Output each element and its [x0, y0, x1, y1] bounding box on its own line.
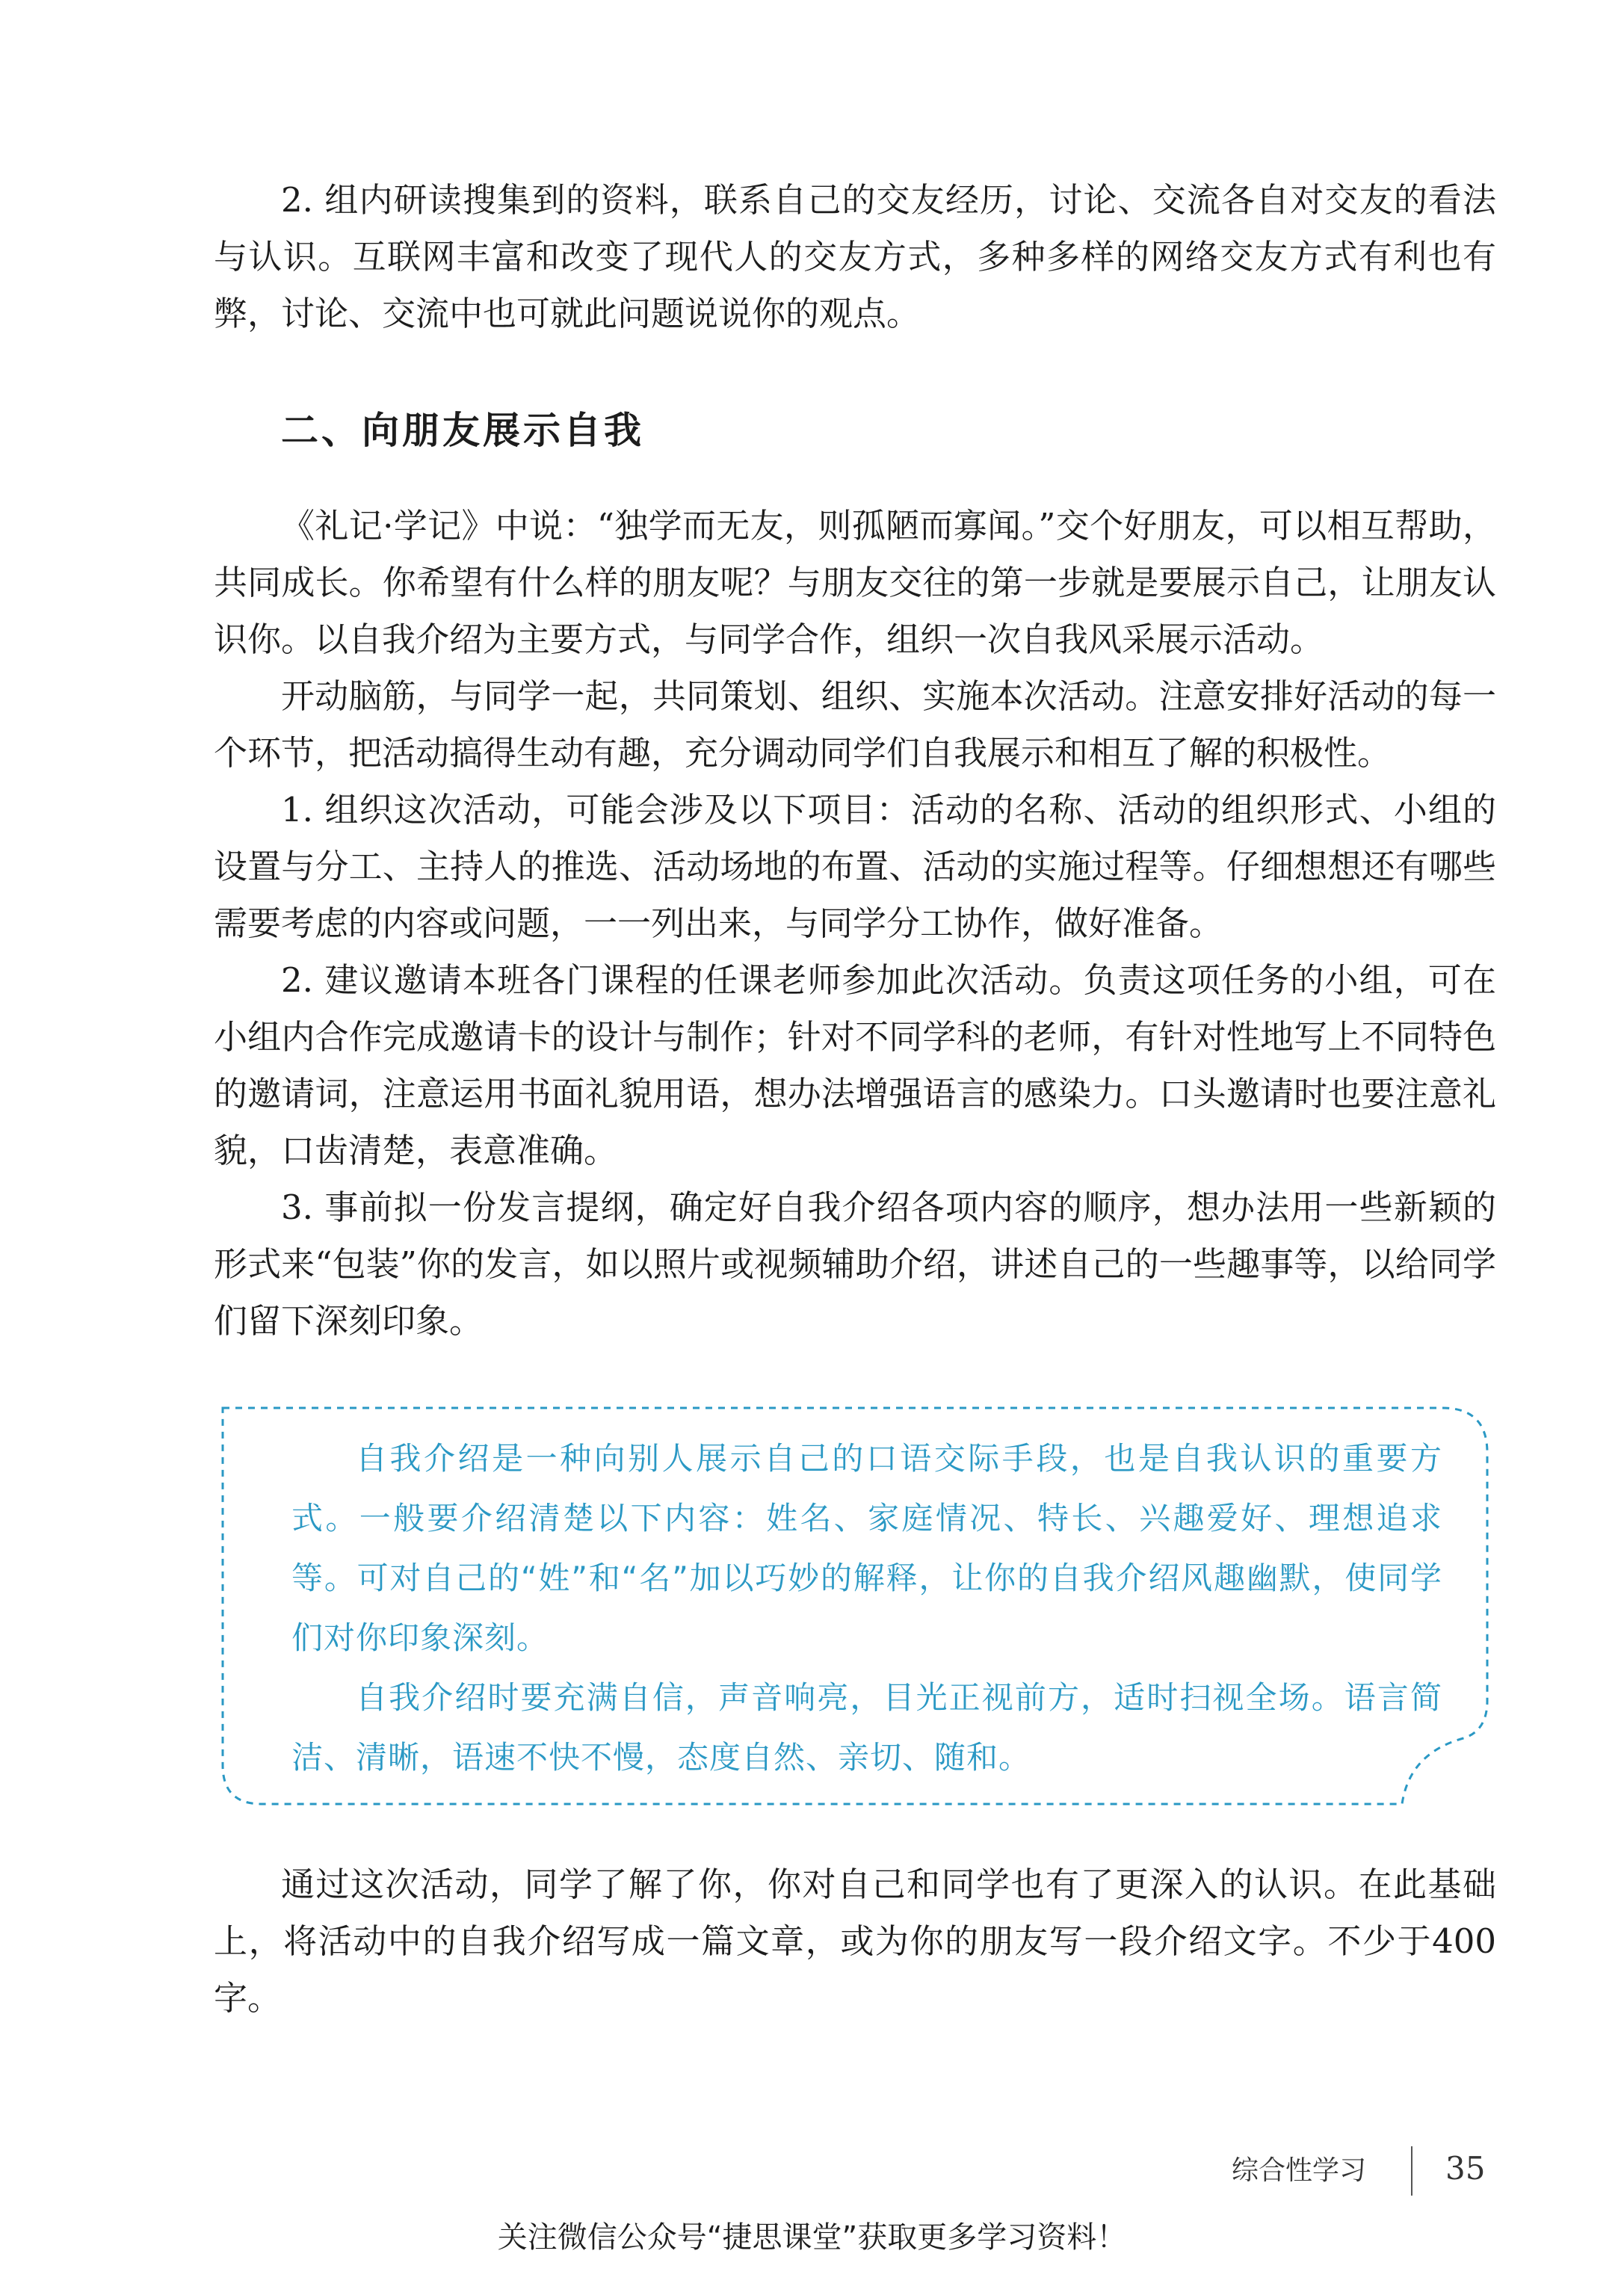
paragraph-item-2: 2. 建议邀请本班各门课程的任课老师参加此次活动。负责这项任务的小组，可在小组内合作完成邀请卡的设计与制作；针对不同学科的老师，有针对性地写上不同特色的邀请词，注意运用书面礼貌用语，想办法增强语言的感染力。口头邀请时也要注意礼貌，口齿清楚，表意准确。 — [214, 960, 1496, 1170]
paragraph-intro-quote: 《礼记·学记》中说：“独学而无友，则孤陋而寡闻。”交个好朋友，可以相互帮助，共同成长。你希望有什么样的朋友呢？与朋友交往的第一步就是要展示自己，让朋友认识你。以自我介绍为主要方式，与同学合作，组织一次自我风采展示活动。 — [214, 506, 1496, 659]
footer-section-name: 综合性学习 — [1232, 2155, 1367, 2186]
tip-box — [217, 1402, 1495, 1811]
tip-text-content: 自我介绍是一种向别人展示自己的口语交际手段，也是自我认识的重要方式。一般要介绍清楚以下内容：姓名、家庭情况、特长、兴趣爱好、理想追求等。可对自己的“姓”和“名”加以巧妙的解释，让你的自我介绍风趣幽默，使同学们对你印象深刻。 — [291, 1440, 1442, 1656]
footer-note: 关注微信公众号“捷思课堂”获取更多学习资料！ — [497, 2220, 1127, 2255]
footer-divider — [1411, 2146, 1412, 2196]
page-number: 35 — [1445, 2150, 1486, 2187]
tip-text-delivery: 自我介绍时要充满自信，声音响亮，目光正视前方，适时扫视全场。语言简洁、清晰，语速不快不慢，态度自然、亲切、随和。 — [291, 1679, 1442, 1776]
paragraph-discussion-item: 2. 组内研读搜集到的资料，联系自己的交友经历，讨论、交流各自对交友的看法与认识。互联网丰富和改变了现代人的交友方式，多种多样的网络交友方式有利也有弊，讨论、交流中也可就此问题说说你的观点。 — [214, 180, 1496, 333]
section-heading: 二、向朋友展示自我 — [281, 409, 644, 452]
paragraph-item-1: 1. 组织这次活动，可能会涉及以下项目：活动的名称、活动的组织形式、小组的设置与分工、主持人的推选、活动场地的布置、活动的实施过程等。仔细想想还有哪些需要考虑的内容或问题，一一列出来，与同学分工协作，做好准备。 — [214, 790, 1496, 943]
paragraph-planning: 开动脑筋，与同学一起，共同策划、组织、实施本次活动。注意安排好活动的每一个环节，把活动搞得生动有趣，充分调动同学们自我展示和相互了解的积极性。 — [214, 676, 1496, 773]
paragraph-item-3: 3. 事前拟一份发言提纲，确定好自我介绍各项内容的顺序，想办法用一些新颖的形式来“包装”你的发言，如以照片或视频辅助介绍，讲述自己的一些趣事等，以给同学们留下深刻印象。 — [214, 1187, 1496, 1341]
paragraph-writing-task: 通过这次活动，同学了解了你，你对自己和同学也有了更深入的认识。在此基础上，将活动中的自我介绍写成一篇文章，或为你的朋友写一段介绍文字。不少于400字。 — [214, 1865, 1496, 2018]
